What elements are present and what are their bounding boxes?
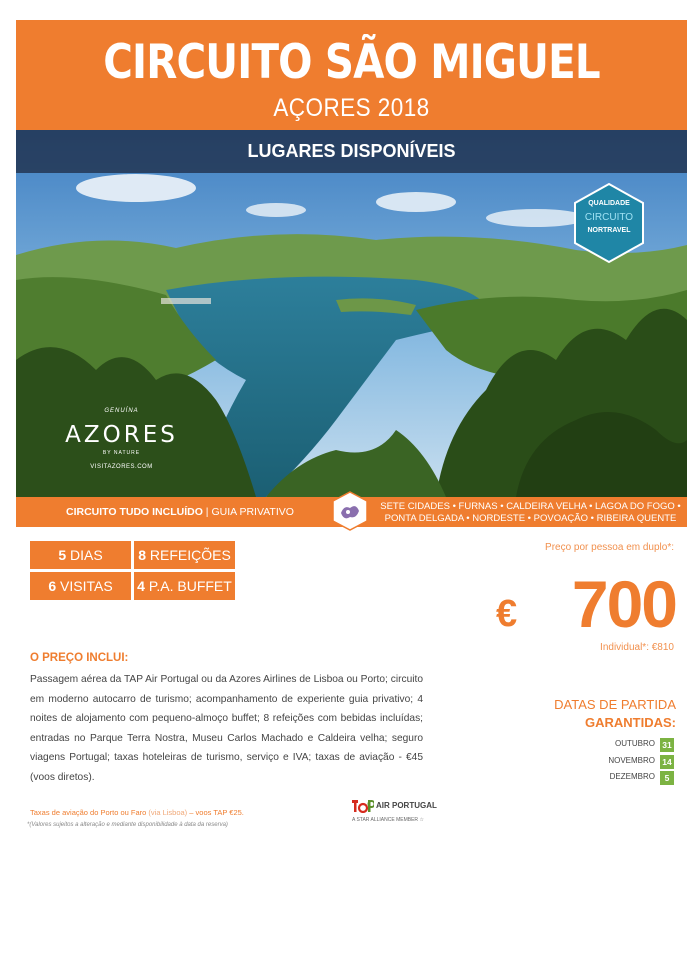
departure-day: 5 (660, 771, 674, 785)
stat-meals: 8 REFEIÇÕES (134, 541, 235, 569)
departure-row (600, 755, 676, 769)
azores-logo-top: GENUÍNA (104, 408, 139, 414)
includes-heading: O PREÇO INCLUI: (30, 652, 129, 664)
departure-row (600, 771, 676, 785)
all-inclusive-label: CIRCUITO TUDO INCLUÍDO (66, 506, 203, 518)
info-bar-left (66, 506, 294, 518)
departures-title: DATAS DE PARTIDA (554, 697, 676, 712)
badge-line-1: QUALIDADE (588, 200, 630, 207)
page-subtitle: AÇORES 2018 (273, 94, 430, 122)
lagoon-photo (16, 130, 687, 497)
itinerary-places: SETE CIDADES • FURNAS • CALDEIRA VELHA • LAGOA DO FOGO • PONTA DELGADA • NORDESTE • POVOAÇÃO • RIBEIRA QUENTE (380, 501, 681, 524)
azores-logo (64, 408, 179, 478)
stat-buffet: 4 P.A. BUFFET (134, 572, 235, 600)
hexagon-badge-icon (572, 182, 646, 264)
azores-logo-tagline: BY NATURE (102, 450, 141, 456)
stat-days: 5 DIAS (30, 541, 131, 569)
availability-banner (16, 130, 687, 173)
tap-mark-icon (352, 799, 374, 813)
private-guide-label: | GUIA PRIVATIVO (202, 506, 294, 518)
departure-day: 31 (660, 738, 674, 752)
azores-logo-url: VISITAZORES.COM (90, 464, 153, 470)
azores-logo-word: AZORES (65, 422, 178, 448)
info-bar (16, 497, 687, 527)
header-banner (16, 20, 687, 130)
route-icon (332, 491, 368, 531)
tap-brand: AIR PORTUGAL (376, 801, 437, 810)
departure-row (600, 738, 676, 752)
price-value: 700 (571, 567, 676, 641)
badge-line-2: CIRCUITO (584, 212, 634, 223)
departures-subtitle: GARANTIDAS: (585, 715, 676, 730)
availability-text: LUGARES DISPONÍVEIS (247, 141, 456, 161)
price-individual: Individual*: €810 (600, 642, 674, 653)
page-title: CIRCUITO SÃO MIGUEL (103, 35, 600, 90)
quality-badge (572, 182, 646, 264)
departure-day: 14 (660, 755, 674, 769)
star-alliance-label: A STAR ALLIANCE MEMBER ☆ (352, 817, 424, 823)
includes-text: Passagem aérea da TAP Air Portugal ou da Azores Airlines de Lisboa ou Porto; circuito em moderno autocarro de turismo; acompanhamento de experiente guia privativo; 4 noites de alojamento com pequeno-almoço buffet; 8 refeições com bebidas incluídas; entradas no Parque Terra Nostra, Museu Carlos Machado e Caldeira velha; seguro viagens Portugal; taxas hoteleiras de turismo, serviço e IVA; taxas de aviação - €45 (voos diretos). (30, 674, 423, 783)
departure-month: OUTUBRO (615, 739, 655, 748)
departure-month: DEZEMBRO (609, 772, 655, 781)
price-note: Preço por pessoa em duplo*: (545, 542, 674, 553)
footer-tax-note: Taxas de aviação do Porto ou Faro (via Lisboa) – voos TAP €25. (30, 808, 244, 817)
tap-logo (352, 799, 437, 829)
stat-visits: 6 VISITAS (30, 572, 131, 600)
departure-month: NOVEMBRO (608, 756, 655, 765)
star-alliance-icon: ☆ (419, 817, 424, 823)
footer-disclaimer: *(Valores sujeitos a alteração e mediante disponibilidade à data da reserva) (27, 822, 228, 828)
trip-stats (30, 541, 235, 600)
badge-line-3: NORTRAVEL (587, 227, 631, 234)
price-currency: € (496, 593, 518, 635)
